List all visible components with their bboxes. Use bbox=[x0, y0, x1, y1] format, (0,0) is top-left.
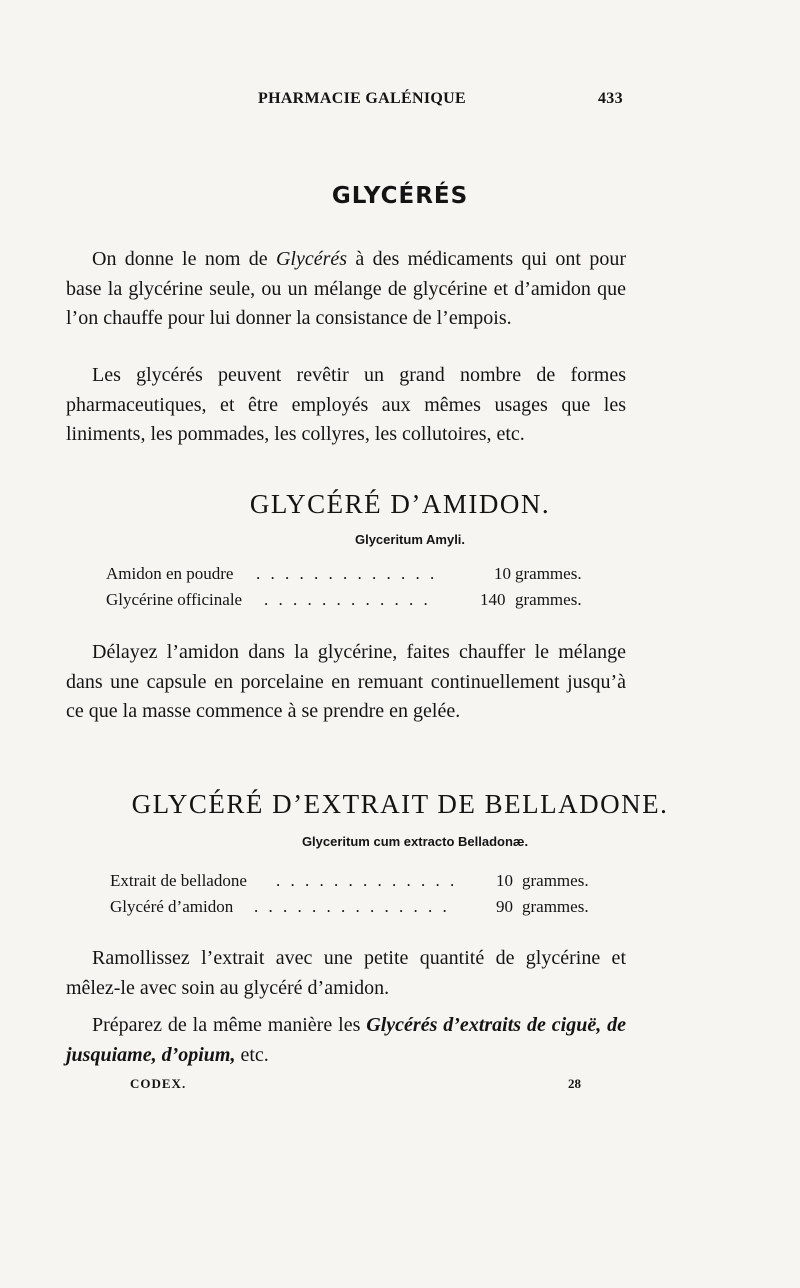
ingredient-unit: grammes. bbox=[522, 871, 589, 890]
leader-dots: . . . . . . . . . . . . . . bbox=[254, 897, 450, 916]
footer-signature: CODEX. bbox=[130, 1076, 187, 1091]
final-terms: Glycérés d’extraits de ciguë, de jusquiame, d’opium, bbox=[66, 1014, 626, 1066]
paragraph-belladone-instructions: Ramollissez l’extrait avec une petite quantité de glycérine et mêlez-le avec soin au glycéré d’amidon. bbox=[66, 947, 626, 999]
ingredient-name: Amidon en poudre bbox=[106, 564, 234, 583]
title-glycere-belladone: GLYCÉRÉ D’EXTRAIT DE BELLADONE. bbox=[131, 789, 669, 819]
ingredient-qty: 10 bbox=[496, 871, 513, 890]
recipe-amidon bbox=[106, 564, 626, 616]
ingredient-name: Glycéré d’amidon bbox=[110, 897, 234, 916]
paragraph-similar-preparations bbox=[66, 1011, 626, 1070]
ingredient-row bbox=[110, 871, 630, 897]
title-glycere-amidon: GLYCÉRÉ D’AMIDON. bbox=[249, 489, 551, 519]
latin-name-belladone: Glyceritum cum extracto Belladonæ. bbox=[301, 834, 529, 849]
leader-dots: . . . . . . . . . . . . bbox=[264, 590, 431, 609]
ingredient-row bbox=[106, 590, 626, 616]
leader-dots: . . . . . . . . . . . . . bbox=[256, 564, 438, 583]
definition-prefix: On donne le nom de bbox=[92, 248, 276, 270]
section-title-glyceres: GLYCÉRÉS bbox=[331, 183, 469, 209]
leader-dots: . . . . . . . . . . . . . bbox=[276, 871, 458, 890]
running-head-title: PHARMACIE GALÉNIQUE bbox=[258, 90, 466, 107]
ingredient-unit: grammes. bbox=[515, 564, 582, 583]
paragraph-usage: Les glycérés peuvent revêtir un grand nombre de formes pharmaceutiques, et être employés aux mêmes usages que les liniments, les pommades, les collyres, les collutoires, etc. bbox=[66, 364, 626, 445]
recipe-belladone bbox=[110, 871, 630, 923]
ingredient-row bbox=[106, 564, 626, 590]
paragraph-amidon-instructions: Délayez l’amidon dans la glycérine, faites chauffer le mélange dans une capsule en porcelaine en remuant continuellement jusqu’à ce que la masse commence à se prendre en gelée. bbox=[66, 641, 626, 722]
paragraph-definition bbox=[66, 245, 626, 334]
ingredient-unit: grammes. bbox=[515, 590, 582, 609]
ingredient-qty: 90 bbox=[496, 897, 513, 916]
footer-gathering-number: 28 bbox=[568, 1076, 581, 1091]
final-prefix: Préparez de la même manière les bbox=[92, 1014, 367, 1036]
ingredient-name: Glycérine officinale bbox=[106, 590, 243, 609]
latin-name-amidon: Glyceritum Amyli. bbox=[354, 532, 466, 547]
ingredient-row bbox=[110, 897, 630, 923]
ingredient-name: Extrait de belladone bbox=[110, 871, 247, 890]
ingredient-qty: 10 bbox=[494, 564, 511, 583]
definition-term: Glycérés bbox=[275, 248, 348, 270]
running-head bbox=[0, 90, 800, 114]
definition-rest: à des médicaments qui ont pour base la glycérine seule, ou un mélange de glycérine et d’amidon que l’on chauffe pour lui donner la consistance de l’empois. bbox=[66, 248, 627, 329]
ingredient-unit: grammes. bbox=[522, 897, 589, 916]
final-suffix: etc. bbox=[235, 1043, 269, 1066]
page-number: 433 bbox=[598, 90, 623, 107]
ingredient-qty: 140 bbox=[480, 590, 506, 609]
